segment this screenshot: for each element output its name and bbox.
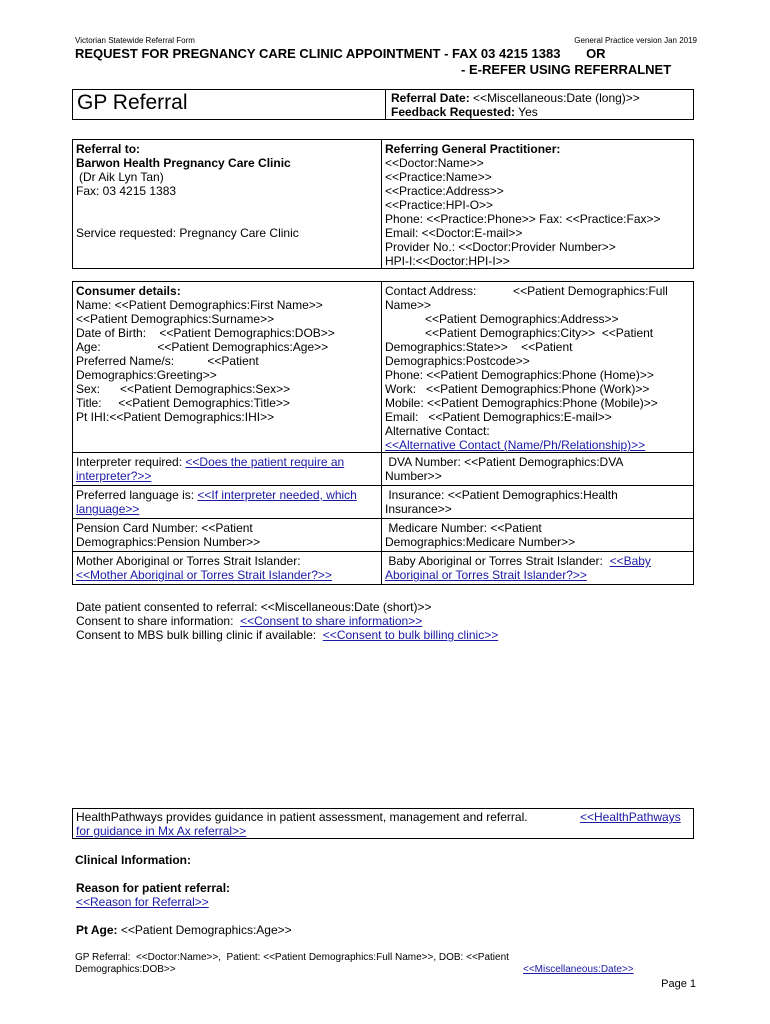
referring-gp-heading: Referring General Practitioner:: [385, 142, 561, 156]
consumer-ihi: Pt IHI:<<Patient Demographics:IHI>>: [76, 410, 275, 424]
referring-gp-section: [381, 140, 694, 270]
gp-box-divider: [385, 89, 386, 120]
insurance: Insurance: <<Patient Demographics:Health: [385, 488, 618, 502]
referring-gp-hpii: HPI-I:<<Doctor:HPI-I>>: [385, 254, 510, 268]
referral-to-clinic: Barwon Health Pregnancy Care Clinic: [76, 156, 291, 170]
referring-gp-provider-no: Provider No.: <<Doctor:Provider Number>>: [385, 240, 616, 254]
referring-gp-practice-address: <<Practice:Address>>: [385, 184, 504, 198]
page-title-line-1: REQUEST FOR PREGNANCY CARE CLINIC APPOINTMENT - FAX 03 4215 1383: [75, 46, 561, 61]
consumer-age: Age: <<Patient Demographics:Age>>: [76, 340, 329, 354]
page-number: Page 1: [661, 978, 696, 990]
alternative-contact-link[interactable]: <<Alternative Contact (Name/Ph/Relationship)>>: [385, 438, 646, 452]
medicare-cell: [381, 519, 694, 551]
page-title-line-2: - E-REFER USING REFERRALNET: [461, 62, 672, 77]
alternative-contact-label: Alternative Contact:: [385, 424, 490, 438]
pt-age-value: <<Patient Demographics:Age>>: [117, 923, 292, 937]
consent-share-label: Consent to share information:: [76, 614, 241, 628]
referral-to-heading: Referral to:: [76, 142, 141, 156]
referring-gp-hpio: <<Practice:HPI-O>>: [385, 198, 494, 212]
dva-cell: [381, 453, 694, 485]
contact-postcode: Demographics:Postcode>>: [385, 354, 530, 368]
gp-referral-title: GP Referral: [77, 91, 188, 114]
pension-cell: [72, 519, 381, 551]
contact-section: [381, 282, 694, 454]
contact-email: Email: <<Patient Demographics:E-mail>>: [385, 410, 612, 424]
pt-age-line: [76, 923, 292, 937]
language-link[interactable]: <<If interpreter needed, which: [197, 488, 357, 502]
contact-phone-mobile: Mobile: <<Patient Demographics:Phone (Mobile)>>: [385, 396, 658, 410]
mother-aboriginal-cell: [72, 552, 381, 584]
interpreter-cell: [72, 453, 381, 485]
referral-date-value: <<Miscellaneous:Date (long)>>: [473, 91, 640, 105]
referring-gp-doctor-name: <<Doctor:Name>>: [385, 156, 484, 170]
baby-aboriginal-link[interactable]: <<Baby: [609, 554, 651, 568]
consumer-name: Name: <<Patient Demographics:First Name>>: [76, 298, 323, 312]
pension-number-cont: Demographics:Pension Number>>: [76, 535, 261, 549]
insurance-cell: [381, 486, 694, 518]
interpreter-label: Interpreter required:: [76, 455, 186, 469]
consumer-dob: Date of Birth: <<Patient Demographics:DOB>>: [76, 326, 335, 340]
interpreter-link-cont[interactable]: interpreter?>>: [76, 469, 152, 483]
consent-bulk-label: Consent to MBS bulk billing clinic if available:: [76, 628, 323, 642]
consumer-details-heading: Consumer details:: [76, 284, 181, 298]
dva-number: DVA Number: <<Patient Demographics:DVA: [385, 455, 624, 469]
baby-aboriginal-cell: [381, 552, 694, 584]
baby-aboriginal-link-cont[interactable]: Aboriginal or Torres Strait Islander?>>: [385, 568, 587, 582]
consumer-title: Title: <<Patient Demographics:Title>>: [76, 396, 290, 410]
contact-city: <<Patient Demographics:City>> <<Patient: [385, 326, 654, 340]
feedback-value: Yes: [518, 105, 538, 119]
reason-heading: Reason for patient referral:: [76, 881, 231, 895]
mother-aboriginal-link[interactable]: <<Mother Aboriginal or Torres Strait Islander?>>: [76, 568, 332, 582]
referring-gp-practice-name: <<Practice:Name>>: [385, 170, 492, 184]
pension-number: Pension Card Number: <<Patient: [76, 521, 253, 535]
consent-date-line: Date patient consented to referral: <<Miscellaneous:Date (short)>>: [76, 600, 432, 614]
language-label: Preferred language is:: [76, 488, 198, 502]
dva-number-cont: Number>>: [385, 469, 442, 483]
consumer-surname: <<Patient Demographics:Surname>>: [76, 312, 275, 326]
footer-date-link[interactable]: <<Miscellaneous:Date>>: [523, 964, 634, 975]
healthpathways-link-cont[interactable]: for guidance in Mx Ax referral>>: [76, 824, 247, 838]
page-title-or: OR: [586, 46, 606, 61]
form-version-label: General Practice version Jan 2019: [574, 36, 697, 45]
footer-line-1: GP Referral: <<Doctor:Name>>, Patient: <<Patient Demographics:Full Name>>, DOB: <<Patient: [75, 952, 509, 963]
footer-line-2: Demographics:DOB>>: [75, 964, 176, 975]
consumer-preferred-name: Preferred Name/s: <<Patient: [76, 354, 259, 368]
referral-date-line: [391, 91, 640, 105]
consent-share-link[interactable]: <<Consent to share information>>: [240, 614, 423, 628]
healthpathways-link[interactable]: <<HealthPathways: [580, 810, 681, 824]
consent-bulk-line: [76, 628, 498, 642]
clinical-info-heading: Clinical Information:: [75, 853, 192, 867]
consumer-details-section: [72, 282, 381, 426]
contact-full-name: Name>>: [385, 298, 432, 312]
mother-aboriginal-label: Mother Aboriginal or Torres Strait Islander:: [76, 554, 301, 568]
interpreter-link[interactable]: <<Does the patient require an: [185, 455, 345, 469]
contact-state: Demographics:State>> <<Patient: [385, 340, 573, 354]
feedback-label: Feedback Requested:: [391, 105, 516, 119]
consent-share-line: [76, 614, 422, 628]
referral-date-label: Referral Date:: [391, 91, 470, 105]
referring-gp-email: Email: <<Doctor:E-mail>>: [385, 226, 523, 240]
referring-gp-phone-fax: Phone: <<Practice:Phone>> Fax: <<Practice:Fax>>: [385, 212, 661, 226]
contact-phone-work: Work: <<Patient Demographics:Phone (Work)>>: [385, 382, 650, 396]
language-link-cont[interactable]: language>>: [76, 502, 140, 516]
form-series-label: Victorian Statewide Referral Form: [75, 36, 195, 45]
page-title: [75, 46, 606, 61]
language-cell: [72, 486, 381, 518]
pt-age-label: Pt Age:: [76, 923, 118, 937]
insurance-cont: Insurance>>: [385, 502, 452, 516]
feedback-line: [391, 105, 538, 119]
referral-to-section: [72, 140, 381, 242]
consumer-greeting: Demographics:Greeting>>: [76, 368, 217, 382]
medicare-number: Medicare Number: <<Patient: [385, 521, 542, 535]
referral-to-fax: Fax: 03 4215 1383: [76, 184, 177, 198]
healthpathways-text: HealthPathways provides guidance in patient assessment, management and referral.: [76, 810, 528, 824]
consumer-sex: Sex: <<Patient Demographics:Sex>>: [76, 382, 291, 396]
contact-phone-home: Phone: <<Patient Demographics:Phone (Home)>>: [385, 368, 654, 382]
service-requested: Service requested: Pregnancy Care Clinic: [76, 226, 299, 240]
referral-to-doctor: (Dr Aik Lyn Tan): [79, 170, 164, 184]
contact-address-line: Contact Address: <<Patient Demographics:Full: [385, 284, 668, 298]
baby-aboriginal-label: Baby Aboriginal or Torres Strait Islander:: [385, 554, 610, 568]
consent-bulk-link[interactable]: <<Consent to bulk billing clinic>>: [322, 628, 499, 642]
medicare-number-cont: Demographics:Medicare Number>>: [385, 535, 576, 549]
reason-link[interactable]: <<Reason for Referral>>: [76, 895, 209, 909]
contact-address: <<Patient Demographics:Address>>: [385, 312, 619, 326]
